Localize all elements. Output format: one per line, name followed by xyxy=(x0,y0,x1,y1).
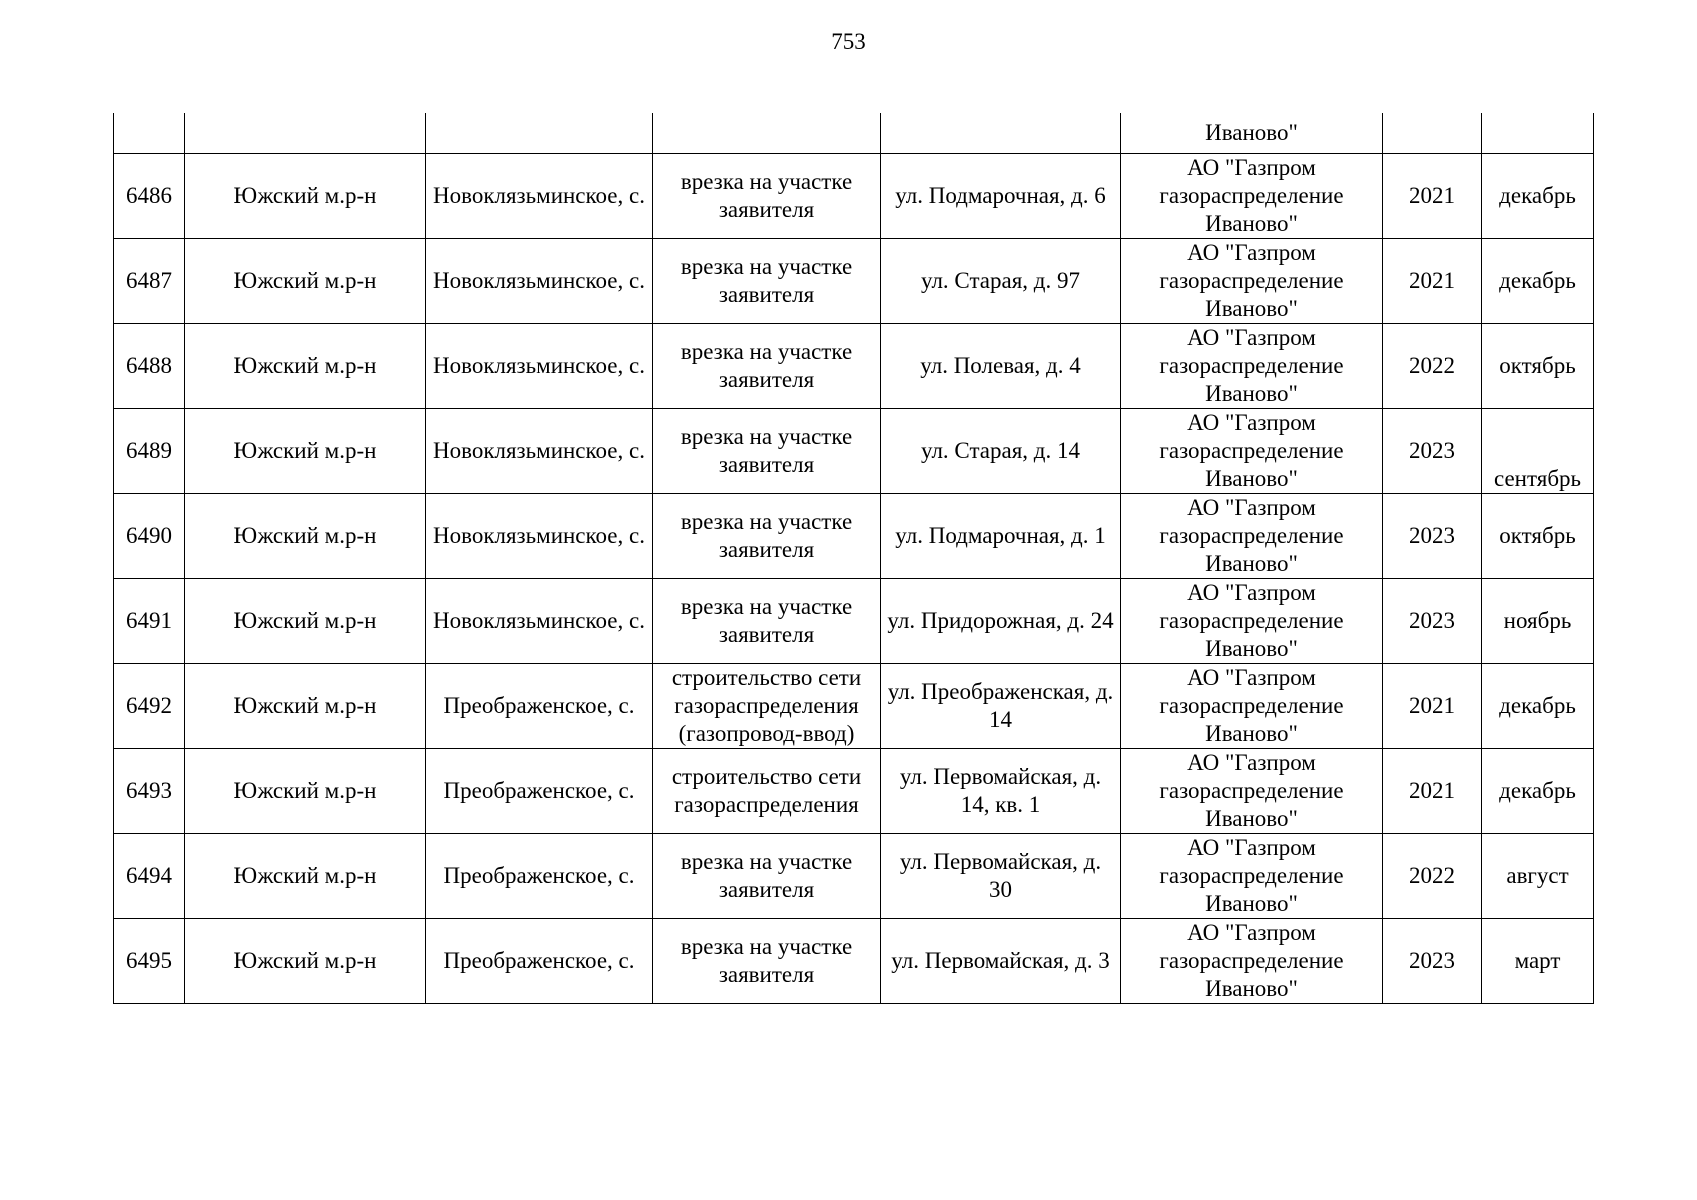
cell-settlement: Преображенское, с. xyxy=(426,748,653,833)
cell-work: врезка на участке заявителя xyxy=(653,918,881,1003)
cell-district: Южский м.р-н xyxy=(185,408,426,493)
cell-year: 2021 xyxy=(1383,238,1482,323)
page-number: 753 xyxy=(831,29,866,54)
cell-org: АО "Газпром газораспределение Иваново" xyxy=(1121,663,1383,748)
cell-year: 2023 xyxy=(1383,408,1482,493)
cell-district: Южский м.р-н xyxy=(185,323,426,408)
cell-org: АО "Газпром газораспределение Иваново" xyxy=(1121,408,1383,493)
cell-num xyxy=(114,113,185,153)
cell-work: врезка на участке заявителя xyxy=(653,408,881,493)
cell-month: март xyxy=(1482,918,1594,1003)
table-row xyxy=(114,323,1594,408)
cell-num: 6490 xyxy=(114,493,185,578)
cell-year: 2023 xyxy=(1383,493,1482,578)
cell-address: ул. Первомайская, д. 3 xyxy=(881,918,1121,1003)
cell-year: 2023 xyxy=(1383,578,1482,663)
cell-district: Южский м.р-н xyxy=(185,748,426,833)
cell-address: ул. Преображенская, д. 14 xyxy=(881,663,1121,748)
cell-month: декабрь xyxy=(1482,153,1594,238)
continued-row xyxy=(114,113,1594,153)
table-row xyxy=(114,578,1594,663)
cell-district: Южский м.р-н xyxy=(185,663,426,748)
cell-work: врезка на участке заявителя xyxy=(653,238,881,323)
cell-settlement: Новоклязьминское, с. xyxy=(426,323,653,408)
cell-district: Южский м.р-н xyxy=(185,153,426,238)
cell-district: Южский м.р-н xyxy=(185,578,426,663)
cell-work: врезка на участке заявителя xyxy=(653,323,881,408)
cell-settlement: Преображенское, с. xyxy=(426,663,653,748)
cell-year xyxy=(1383,113,1482,153)
cell-month: декабрь xyxy=(1482,663,1594,748)
cell-num: 6489 xyxy=(114,408,185,493)
cell-year: 2022 xyxy=(1383,323,1482,408)
cell-address: ул. Подмарочная, д. 1 xyxy=(881,493,1121,578)
cell-district: Южский м.р-н xyxy=(185,493,426,578)
cell-num: 6492 xyxy=(114,663,185,748)
cell-address: ул. Подмарочная, д. 6 xyxy=(881,153,1121,238)
cell-month: декабрь xyxy=(1482,748,1594,833)
cell-org: АО "Газпром газораспределение Иваново" xyxy=(1121,238,1383,323)
cell-settlement: Новоклязьминское, с. xyxy=(426,238,653,323)
cell-num: 6495 xyxy=(114,918,185,1003)
cell-address: ул. Придорожная, д. 24 xyxy=(881,578,1121,663)
gasification-table xyxy=(113,113,1594,1004)
cell-month: октябрь xyxy=(1482,493,1594,578)
cell-work: врезка на участке заявителя xyxy=(653,493,881,578)
cell-org: АО "Газпром газораспределение Иваново" xyxy=(1121,153,1383,238)
cell-num: 6491 xyxy=(114,578,185,663)
cell-address: ул. Первомайская, д. 30 xyxy=(881,833,1121,918)
table-row xyxy=(114,493,1594,578)
cell-num: 6493 xyxy=(114,748,185,833)
cell-month: ноябрь xyxy=(1482,578,1594,663)
cell-year: 2023 xyxy=(1383,918,1482,1003)
cell-settlement: Новоклязьминское, с. xyxy=(426,408,653,493)
cell-org: АО "Газпром газораспределение Иваново" xyxy=(1121,918,1383,1003)
cell-work xyxy=(653,113,881,153)
cell-org: АО "Газпром газораспределение Иваново" xyxy=(1121,323,1383,408)
cell-month: октябрь xyxy=(1482,323,1594,408)
table-row xyxy=(114,748,1594,833)
cell-district: Южский м.р-н xyxy=(185,918,426,1003)
cell-work: врезка на участке заявителя xyxy=(653,833,881,918)
cell-work: строительство сети газораспределения xyxy=(653,748,881,833)
cell-district: Южский м.р-н xyxy=(185,833,426,918)
table-row xyxy=(114,663,1594,748)
cell-settlement: Преображенское, с. xyxy=(426,833,653,918)
cell-num: 6488 xyxy=(114,323,185,408)
cell-district xyxy=(185,113,426,153)
cell-org: АО "Газпром газораспределение Иваново" xyxy=(1121,833,1383,918)
cell-work: врезка на участке заявителя xyxy=(653,578,881,663)
cell-settlement xyxy=(426,113,653,153)
cell-address xyxy=(881,113,1121,153)
cell-month: декабрь xyxy=(1482,238,1594,323)
cell-year: 2021 xyxy=(1383,663,1482,748)
cell-org: Иваново" xyxy=(1121,113,1383,153)
cell-address: ул. Первомайская, д. 14, кв. 1 xyxy=(881,748,1121,833)
cell-month: август xyxy=(1482,833,1594,918)
table-row xyxy=(114,833,1594,918)
cell-org: АО "Газпром газораспределение Иваново" xyxy=(1121,493,1383,578)
cell-num: 6486 xyxy=(114,153,185,238)
cell-num: 6487 xyxy=(114,238,185,323)
cell-settlement: Новоклязьминское, с. xyxy=(426,578,653,663)
cell-num: 6494 xyxy=(114,833,185,918)
cell-org: АО "Газпром газораспределение Иваново" xyxy=(1121,748,1383,833)
cell-month xyxy=(1482,113,1594,153)
cell-address: ул. Полевая, д. 4 xyxy=(881,323,1121,408)
cell-work: строительство сети газораспределения (газопровод-ввод) xyxy=(653,663,881,748)
table-row xyxy=(114,408,1594,493)
cell-year: 2022 xyxy=(1383,833,1482,918)
table-row xyxy=(114,153,1594,238)
cell-org: АО "Газпром газораспределение Иваново" xyxy=(1121,578,1383,663)
cell-month: сентябрь xyxy=(1482,408,1594,493)
cell-settlement: Новоклязьминское, с. xyxy=(426,153,653,238)
cell-work: врезка на участке заявителя xyxy=(653,153,881,238)
cell-year: 2021 xyxy=(1383,153,1482,238)
cell-settlement: Преображенское, с. xyxy=(426,918,653,1003)
cell-address: ул. Старая, д. 97 xyxy=(881,238,1121,323)
cell-settlement: Новоклязьминское, с. xyxy=(426,493,653,578)
cell-address: ул. Старая, д. 14 xyxy=(881,408,1121,493)
table-row xyxy=(114,238,1594,323)
table-row xyxy=(114,918,1594,1003)
cell-district: Южский м.р-н xyxy=(185,238,426,323)
cell-year: 2021 xyxy=(1383,748,1482,833)
